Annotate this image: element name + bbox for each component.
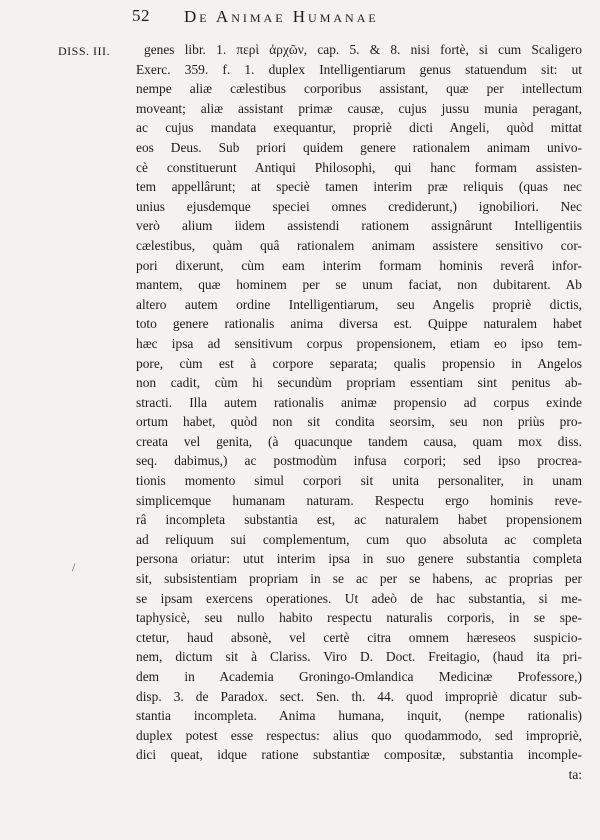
text-line: unius ejusdemque speciei omnes crediderunt,) ignobiliori. Nec [136,198,582,214]
text-line: simplicemque humanam naturam. Respectu ergo hominis reve- [136,492,582,508]
text-line: hæc ipsa ad sensitivum corpus propensionem, etiam eo ipso tem- [136,335,582,351]
running-title: De Animae Humanae [184,7,379,26]
text-line: tem appellârunt; at speciè tamen interim præ reliquis (quas nec [136,179,582,195]
body-text [136,40,582,785]
margin-section-label: DISS. III. [58,44,110,58]
text-line: duplex potest esse respectus: alius quo quodammodo, sed impropriè, [136,727,582,743]
text-line: se ipsam exercens operationes. Ut adeò de hac substantia, si me- [136,590,582,606]
text-line: non cadit, cùm hi secundùm propriam essentiam sint penitus ab- [136,375,582,391]
text-line: dici queat, idque ratione substantiæ compositæ, substantia incomple- [136,747,582,763]
page-header [0,6,600,34]
text-line: taphysicè, seu nullo habito respectu naturalis corporis, in se spe- [136,610,582,626]
text-line: ortum habet, quòd non sit condita seorsim, seu non priùs pro- [136,414,582,430]
text-line: ctetur, haud absonè, vel certè citra omnem hæreseos suspicio- [136,629,582,645]
text-line: eos Deus. Sub priori quidem genere rationalem animam univo- [136,139,582,155]
text-line: stantia incompleta. Anima humana, inquit, (nempe rationalis) [136,708,582,724]
text-line: dem in Academia Groningo-Omlandica Medicinæ Professore,) [136,669,582,684]
text-line: altero autem ordine Intelligentiarum, seu Angelis propriè dictis, [136,296,582,312]
text-line: disp. 3. de Paradox. sect. Sen. th. 44. quod impropriè dicatur sub- [136,688,582,704]
text-line: Exerc. 359. f. 1. duplex Intelligentiarum genus statuendum sit: ut [136,61,582,77]
text-line: creata vel genita, (à quacunque tandem causa, quam mox diss. [136,433,582,449]
text-line: cè constituerunt Antiqui Philosophi, qui hanc formam assisten- [136,159,582,175]
text-line: tionis momento simul corpori sit unita personaliter, in unam [136,473,582,489]
text-line: genes libr. 1. περὶ ἀρχῶν, cap. 5. & 8. nisi fortè, si cum Scaligero [144,42,582,57]
text-line: pori dixerunt, cùm eam interim formam hominis reverâ infor- [136,257,582,273]
catchword: ta: [568,766,582,782]
margin-mark: / [72,560,76,574]
text-line: stracti. Illa autem rationalis animæ propensio ad corpus exinde [136,394,582,410]
text-line: toto genere rationalis anima diversa est. Quippe naturalem habet [136,316,582,332]
text-line: cælestibus, quàm quâ rationalem animam assistere sensitivo cor- [136,237,582,253]
text-line: mantem, quæ hominem per se unum faciat, non dubitarent. Ab [136,277,582,293]
text-line: ad reliquum sui complementum, cum quo absoluta ac completa [136,531,582,547]
page-number: 52 [132,6,150,25]
text-line: moveant; aliæ assistant primæ causæ, cujus jussu munia peragant, [136,100,582,116]
text-line: ac cujus mandata exequantur, propriè dicti Angeli, quòd mittat [136,120,582,136]
text-line: seq. dabimus,) ac postmodùm infusa corpori; sed ipso procrea- [136,453,582,469]
text-line: persona oriatur: utut interim ipsa in suo genere substantia completa [136,551,582,567]
text-line: verò alium iidem assistendi rationem assignârunt Intelligentiis [136,218,582,234]
text-line: râ incompleta substantia est, ac naturalem habet propensionem [136,512,582,528]
text-line: pore, cùm est à corpore separata; qualis propensio in Angelos [136,355,582,371]
text-line: nempe aliæ cælestibus corporibus assistant, quæ per intellectum [136,81,582,97]
text-line: sit, subsistentiam propriam in se ac per se habens, ac proprias per [136,571,582,587]
text-line: nem, dictum sit à Clariss. Viro D. Doct. Freitagio, (haud ita pri- [136,649,582,665]
